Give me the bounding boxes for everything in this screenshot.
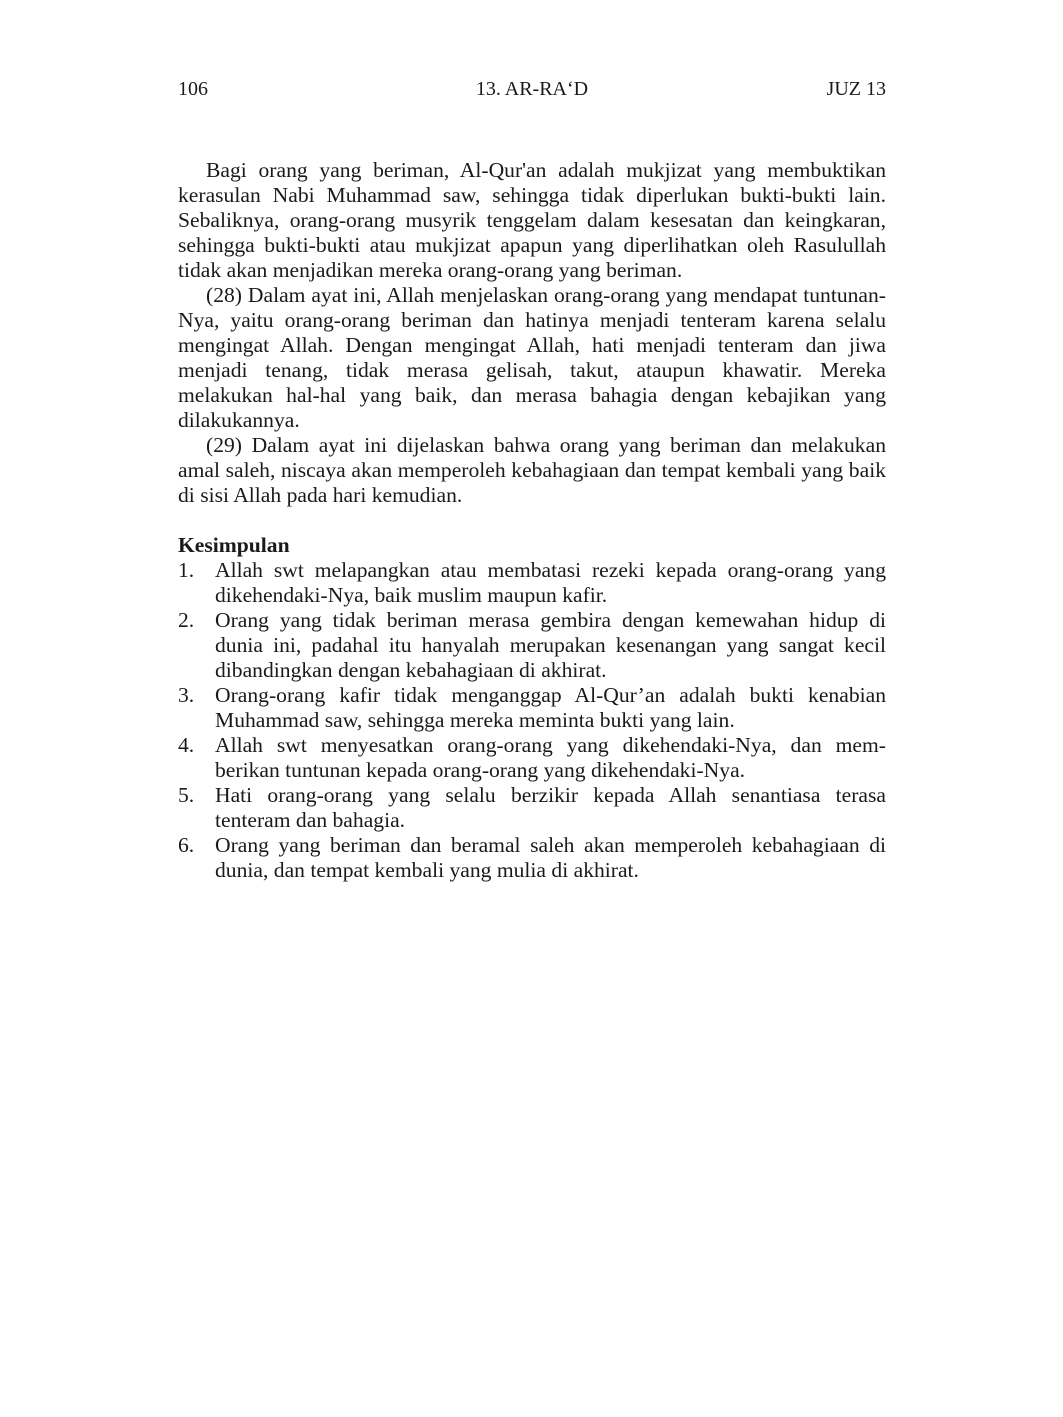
list-item <box>178 683 886 733</box>
list-item <box>178 608 886 683</box>
list-item-text: Allah swt melapangkan atau membatasi rezeki kepada orang-orang yang dikehendaki-Nya, baik muslim maupun kafir. <box>215 558 886 607</box>
list-item-number: 5. <box>178 783 195 807</box>
list-item-number: 1. <box>178 558 195 582</box>
list-item <box>178 733 886 783</box>
page-number: 106 <box>178 78 208 100</box>
paragraph-verse-28: (28) Dalam ayat ini, Allah menjelaskan orang-orang yang mendapat tuntunan-Nya, yaitu orang-orang beriman dan hatinya menjadi tenteram karena selalu mengingat Allah. Dengan mengingat Allah, hati menjadi tenteram dan jiwa menjadi tenang, tidak merasa gelisah, takut, ataupun khawatir. Mereka melakukan hal-hal yang baik, dan merasa bahagia dengan kebajikan yang dilakukannya. <box>178 283 886 432</box>
list-item-text: Hati orang-orang yang selalu berzikir kepada Allah senantiasa terasa tenteram dan bahagia. <box>215 783 886 832</box>
list-item-number: 4. <box>178 733 195 757</box>
chapter-title: 13. AR-RA‘D <box>475 78 589 100</box>
document-page <box>178 74 886 883</box>
list-item-number: 2. <box>178 608 195 632</box>
paragraph-intro: Bagi orang yang beriman, Al-Qur'an adalah mukjizat yang membuktikan kerasulan Nabi Muhammad saw, sehingga tidak diperlukan bukti-bukti lain. Sebaliknya, orang-orang musyrik tenggelam dalam kesesatan dan keingkaran, sehingga bukti-bukti atau mukjizat apapun yang diperlihatkan oleh Rasulullah tidak akan menjadikan mereka orang-orang yang beriman. <box>178 158 886 282</box>
list-item <box>178 558 886 608</box>
paragraph-verse-29: (29) Dalam ayat ini dijelaskan bahwa orang yang beriman dan melakukan amal saleh, niscaya akan memperoleh kebahagiaan dan tempat kembali yang baik di sisi Allah pada hari kemudian. <box>178 433 886 507</box>
list-item-text: Orang-orang kafir tidak menganggap Al-Qur’an adalah bukti kenabian Muhammad saw, sehingga mereka meminta bukti yang lain. <box>215 683 886 732</box>
juz-label: JUZ 13 <box>826 78 886 100</box>
running-header <box>178 74 886 104</box>
conclusion-list <box>178 558 886 883</box>
list-item <box>178 833 886 883</box>
list-item-text: Orang yang beriman dan beramal saleh akan memperoleh kebahagiaan di dunia, dan tempat kembali yang mulia di akhirat. <box>215 833 886 882</box>
body-text <box>178 158 886 508</box>
list-item-number: 3. <box>178 683 195 707</box>
list-item <box>178 783 886 833</box>
list-item-text: Allah swt menyesatkan orang-orang yang dikehendaki-Nya, dan mem-berikan tuntunan kepada orang-orang yang dikehendaki-Nya. <box>215 733 886 782</box>
list-item-number: 6. <box>178 833 195 857</box>
conclusion-heading: Kesimpulan <box>178 533 290 557</box>
list-item-text: Orang yang tidak beriman merasa gembira dengan kemewahan hidup di dunia ini, padahal itu hanyalah merupakan kesenangan yang sangat kecil dibandingkan dengan kebahagiaan di akhirat. <box>215 608 886 682</box>
